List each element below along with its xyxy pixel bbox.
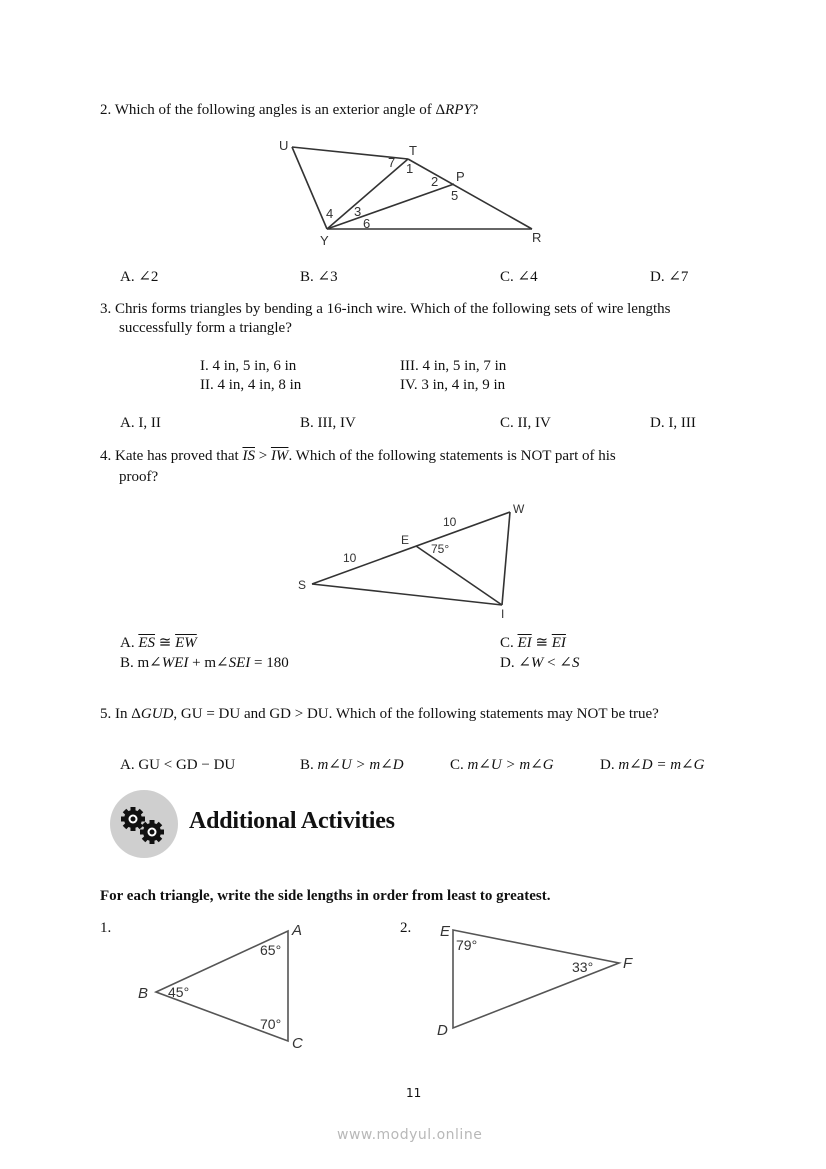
q4-figure xyxy=(290,492,540,620)
q3-choice-c[interactable]: C. II, IV xyxy=(500,415,551,431)
svg-text:B: B xyxy=(138,985,149,1002)
vertex-r: R xyxy=(532,230,542,245)
plus-text: + m∠ xyxy=(188,655,229,671)
q4-choice-d[interactable] xyxy=(500,654,579,673)
vertex-y: Y xyxy=(320,233,329,248)
q4-prompt-end: . Which of the following statements is NOT part of his xyxy=(288,448,616,464)
svg-text:E: E xyxy=(440,923,451,940)
q2-choice-b[interactable]: B. ∠3 xyxy=(300,269,338,285)
q3-set-4: IV. 3 in, 4 in, 9 in xyxy=(400,377,506,393)
q4-operator: > xyxy=(254,448,271,464)
choice-label: A. xyxy=(120,635,139,651)
less-than-text: < ∠ xyxy=(543,655,572,671)
q2-choice-a[interactable]: A. ∠2 xyxy=(120,269,159,285)
watermark: www.modyul.online xyxy=(337,1127,483,1143)
vertex-p: P xyxy=(456,169,465,184)
svg-text:45°: 45° xyxy=(168,984,190,1000)
q3-choice-d[interactable]: D. I, III xyxy=(650,415,696,431)
q2-figure xyxy=(270,132,560,250)
activity-2-triangle xyxy=(430,918,640,1043)
q5-prompt xyxy=(100,705,659,724)
svg-text:I: I xyxy=(501,607,505,620)
q4-choice-a[interactable] xyxy=(120,634,197,653)
q4-prompt-line2: proof? xyxy=(119,469,159,485)
svg-text:2: 2 xyxy=(431,174,439,189)
choice-label: B. m∠ xyxy=(120,655,162,671)
svg-text:D: D xyxy=(437,1022,448,1039)
q2-choice-d[interactable]: D. ∠7 xyxy=(650,269,689,285)
q3-prompt-line1: 3. Chris forms triangles by bending a 16-inch wire. Which of the following sets of wire lengths xyxy=(100,301,671,317)
svg-text:3: 3 xyxy=(354,204,362,219)
svg-text:6: 6 xyxy=(363,216,371,231)
q5-choice-a[interactable]: A. GU < GD − DU xyxy=(120,757,236,773)
q5-choice-d[interactable] xyxy=(600,756,704,775)
choice-label: C. xyxy=(450,757,468,773)
page-number: 11 xyxy=(406,1086,422,1100)
congruent-symbol: ≅ xyxy=(155,635,176,651)
gears-icon xyxy=(110,790,178,858)
congruent-symbol: ≅ xyxy=(531,635,552,651)
svg-text:A: A xyxy=(292,922,303,939)
section-title: Additional Activities xyxy=(189,808,395,834)
q4-prompt-start: 4. Kate has proved that xyxy=(100,448,243,464)
svg-text:1: 1 xyxy=(406,161,414,176)
angle-sei: SEI xyxy=(228,655,251,671)
q4-segment-is: $\overline{IS}$ xyxy=(242,448,255,464)
svg-text:70°: 70° xyxy=(260,1016,282,1032)
q5-choice-c[interactable] xyxy=(450,756,554,775)
choice-expression: m∠U > m∠G xyxy=(467,757,554,773)
q5-prompt-end: , GU = DU and GD > DU. Which of the following statements may NOT be true? xyxy=(173,706,659,722)
svg-text:79°: 79° xyxy=(456,937,478,953)
choice-label: B. xyxy=(300,757,318,773)
svg-text:S: S xyxy=(298,578,307,592)
svg-text:F: F xyxy=(623,955,633,972)
angle-w: W xyxy=(530,655,544,671)
q2-choice-c[interactable]: C. ∠4 xyxy=(500,269,538,285)
choice-expression: m∠U > m∠D xyxy=(317,757,404,773)
q2-prompt-text: 2. Which of the following angles is an exterior angle of Δ xyxy=(100,102,446,118)
q3-set-3: III. 4 in, 5 in, 7 in xyxy=(400,358,507,374)
activity-2-number: 2. xyxy=(400,920,412,936)
segment-ei: $\overline{EI}$ xyxy=(517,635,532,651)
equals-text: = 180 xyxy=(250,655,289,671)
q4-segment-iw: $\overline{IW}$ xyxy=(270,448,289,464)
q4-choice-b[interactable] xyxy=(120,654,289,673)
q3-choice-a[interactable]: A. I, II xyxy=(120,415,161,431)
q2-prompt xyxy=(100,101,478,120)
svg-text:65°: 65° xyxy=(260,942,282,958)
svg-text:C: C xyxy=(292,1035,303,1052)
q4-choice-c[interactable] xyxy=(500,634,566,653)
vertex-t: T xyxy=(409,143,417,158)
segment-ew: $\overline{EW}$ xyxy=(175,635,197,651)
svg-text:E: E xyxy=(401,533,410,547)
q5-triangle-name: GUD xyxy=(140,706,174,722)
svg-text:4: 4 xyxy=(326,206,334,221)
activity-1-number: 1. xyxy=(100,920,112,936)
svg-text:10: 10 xyxy=(343,551,357,565)
activity-1-triangle xyxy=(130,918,320,1053)
q4-prompt-line1 xyxy=(100,447,616,466)
q3-choice-b[interactable]: B. III, IV xyxy=(300,415,356,431)
angle-wei: WEI xyxy=(161,655,189,671)
segment-es: $\overline{ES}$ xyxy=(138,635,156,651)
segment-ei: $\overline{EI}$ xyxy=(551,635,566,651)
choice-label: C. xyxy=(500,635,518,651)
q5-prompt-start: 5. In Δ xyxy=(100,706,141,722)
q3-set-2: II. 4 in, 4 in, 8 in xyxy=(200,377,302,393)
choice-label: D. ∠ xyxy=(500,655,531,671)
q2-triangle-name: RPY xyxy=(445,102,472,118)
vertex-u: U xyxy=(279,138,289,153)
svg-text:W: W xyxy=(513,502,525,516)
choice-expression: m∠D = m∠G xyxy=(618,757,705,773)
svg-text:33°: 33° xyxy=(572,959,594,975)
choice-label: D. xyxy=(600,757,619,773)
q3-prompt-line2: successfully form a triangle? xyxy=(119,320,292,336)
q5-choice-b[interactable] xyxy=(300,756,404,775)
svg-text:7: 7 xyxy=(388,155,396,170)
svg-text:75°: 75° xyxy=(431,542,450,556)
q2-prompt-end: ? xyxy=(471,102,479,118)
section-instruction: For each triangle, write the side lengths in order from least to greatest. xyxy=(100,888,551,904)
svg-text:10: 10 xyxy=(443,515,457,529)
svg-text:5: 5 xyxy=(451,188,459,203)
q3-set-1: I. 4 in, 5 in, 6 in xyxy=(200,358,297,374)
angle-s: S xyxy=(571,655,580,671)
